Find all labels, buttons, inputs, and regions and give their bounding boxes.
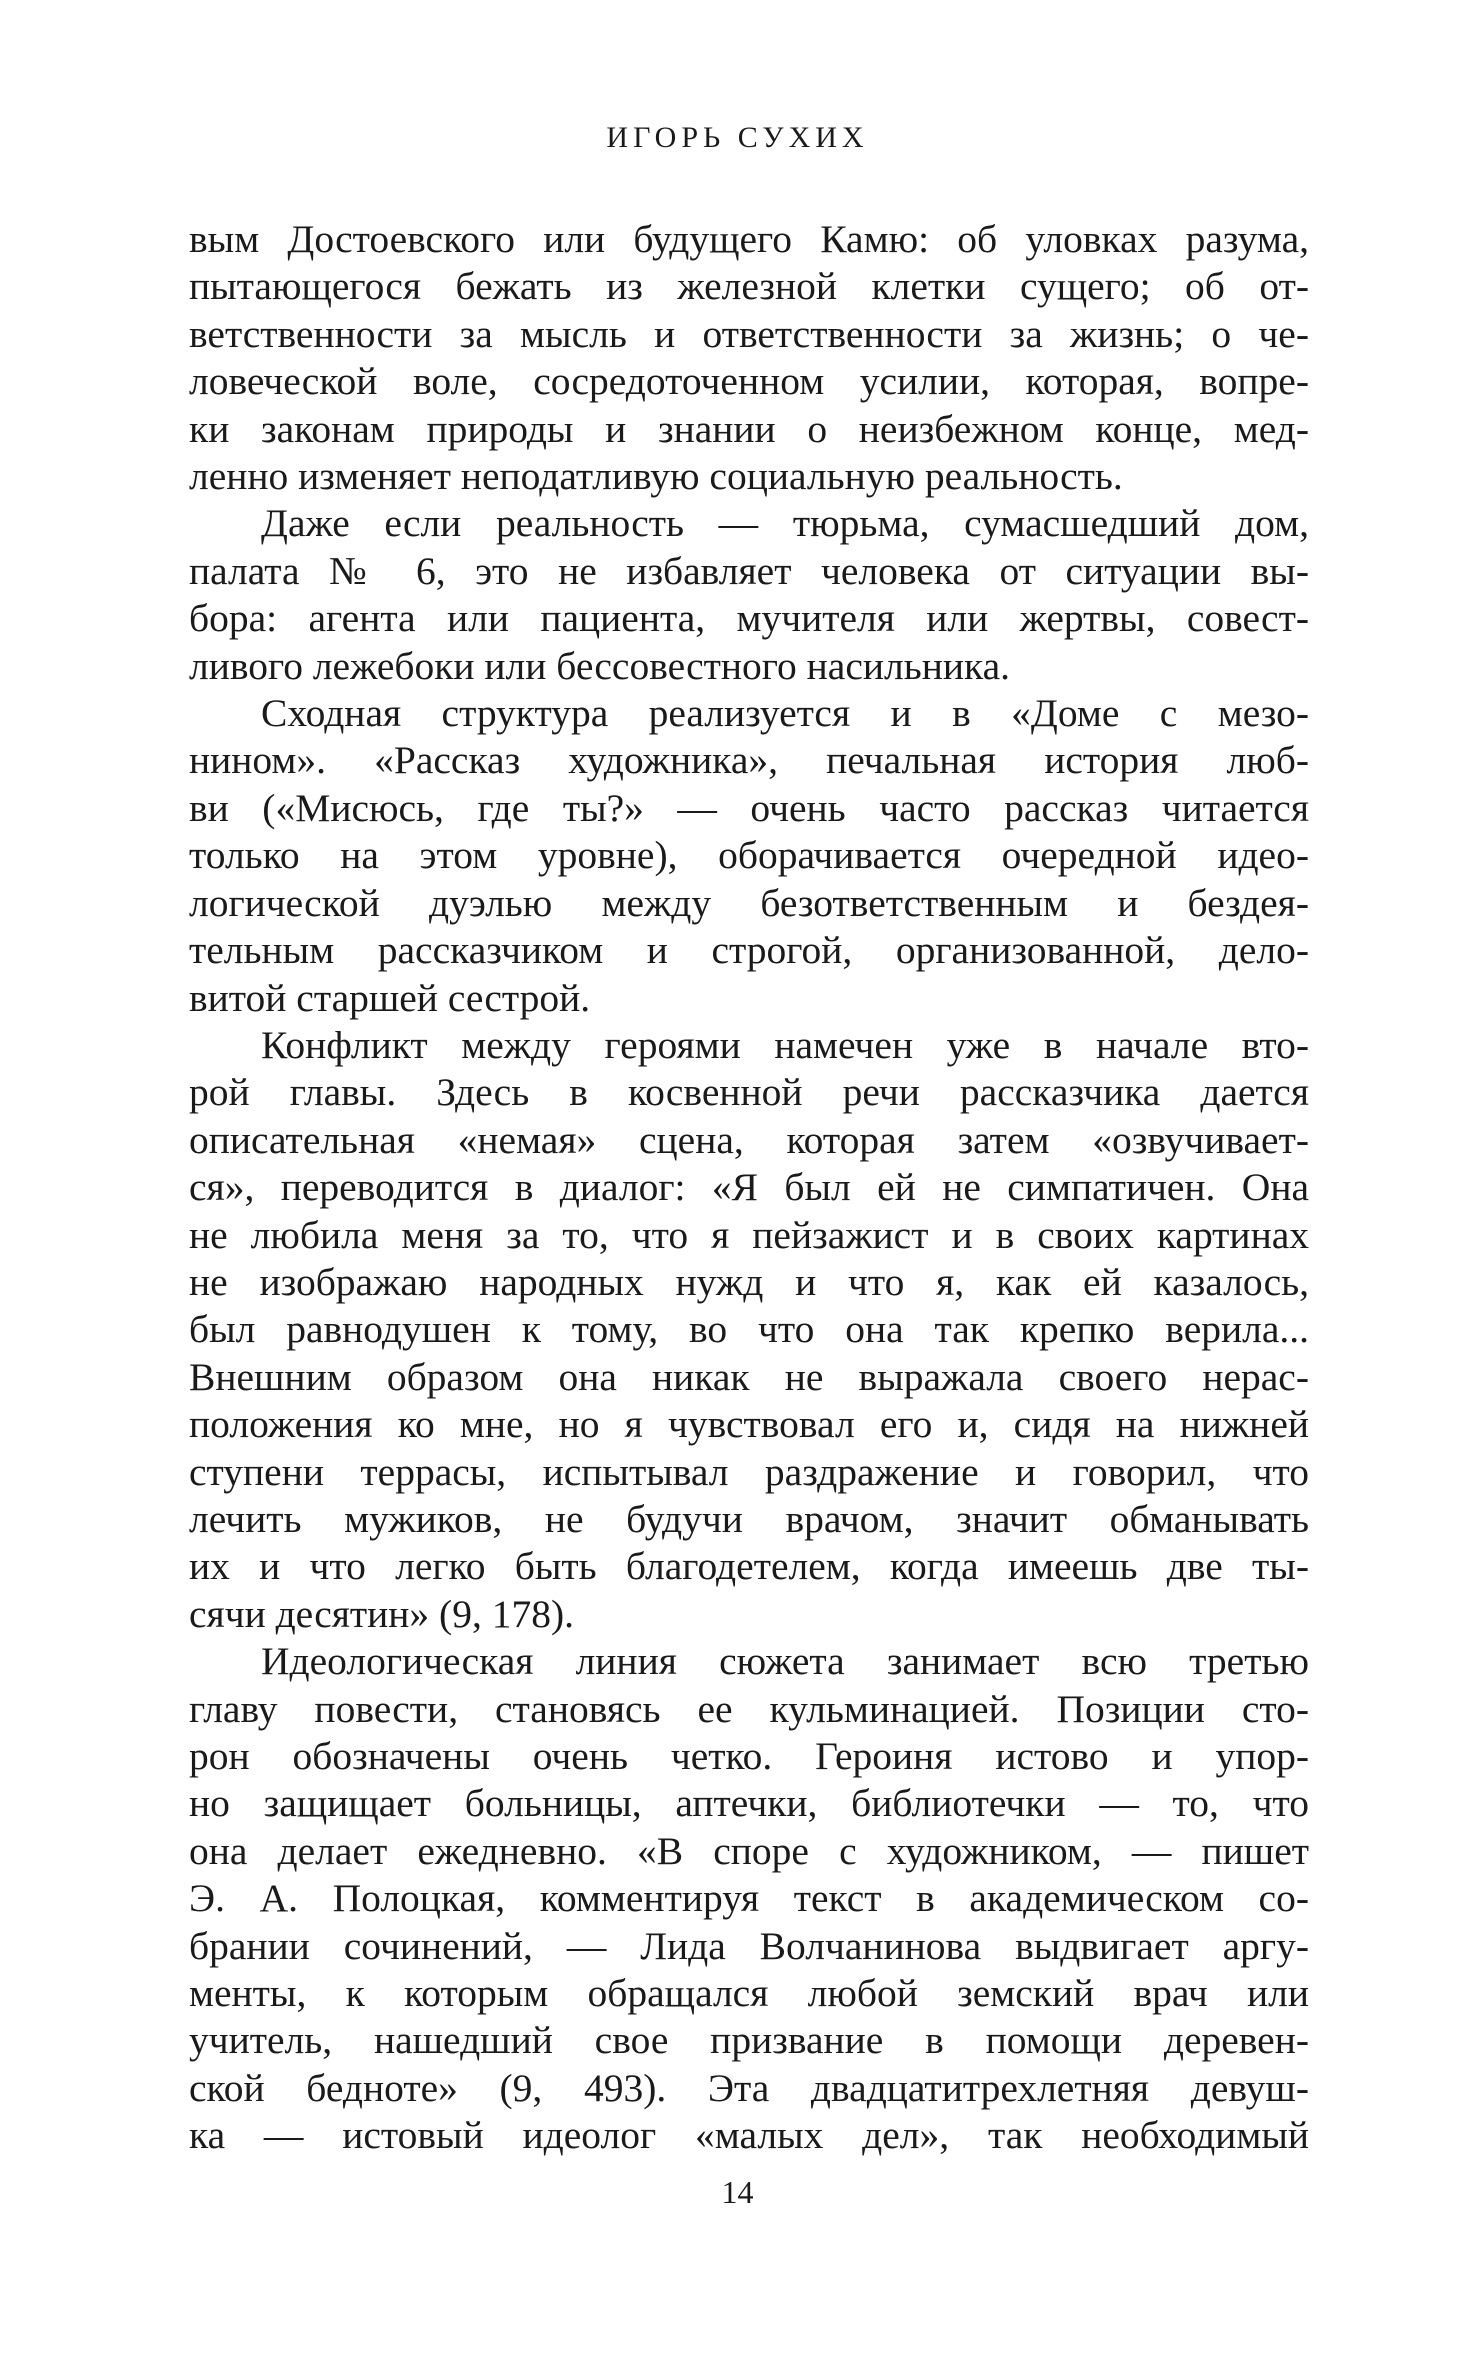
text-line: ка — истовый идеолог «малых дел», так необходимый (189, 2113, 1309, 2158)
text-line: ся», переводится в диалог: «Я был ей не симпатичен. Она (189, 1165, 1309, 1210)
paragraph (189, 500, 1309, 690)
text-line: Сходная структура реализуется и в «Доме с мезо- (261, 691, 1309, 736)
text-line: ветственности за мысль и ответственности за жизнь; о че- (189, 311, 1309, 356)
text-line: положения ко мне, но я чувствовал его и, сидя на нижней (189, 1402, 1309, 1447)
text-line: ливого лежебоки или бессовестного насильника. (189, 643, 1010, 688)
text-line: бора: агента или пациента, мучителя или жертвы, совест- (189, 596, 1309, 641)
text-line: тельным рассказчиком и строгой, организованной, дело- (189, 928, 1309, 973)
text-line: Конфликт между героями намечен уже в начале вто- (261, 1022, 1309, 1067)
text-line: но защищает больницы, аптечки, библиотечки — то, что (189, 1781, 1309, 1826)
text-line: их и что легко быть благодетелем, когда имеешь две ты- (189, 1544, 1309, 1589)
text-line: ки законам природы и знании о неизбежном конце, мед- (189, 406, 1309, 451)
text-line: ленно изменяет неподатливую социальную реальность. (189, 454, 1123, 499)
paragraph (189, 1638, 1309, 2159)
text-line: описательная «немая» сцена, которая затем «озвучивает- (189, 1117, 1309, 1162)
page-number: 14 (721, 2174, 754, 2210)
text-line: ступени террасы, испытывал раздражение и говорил, что (189, 1449, 1309, 1494)
text-line: Э. А. Полоцкая, комментируя текст в академическом со- (189, 1876, 1309, 1921)
text-line: палата № 6, это не избавляет человека от ситуации вы- (189, 548, 1309, 593)
paragraph (189, 690, 1309, 1022)
text-line: вым Достоевского или будущего Камю: об уловках разума, (189, 217, 1309, 261)
text-line: ловеческой воле, сосредоточенном усилии, которая, вопре- (189, 359, 1309, 404)
text-line: был равнодушен к тому, во что она так крепко верила... (189, 1307, 1309, 1352)
text-line: главу повести, становясь ее кульминацией. Позиции сто- (189, 1686, 1309, 1731)
running-title: ИГОРЬ СУХИХ (606, 121, 869, 154)
text-line: брании сочинений, — Лида Волчанинова выдвигает аргу- (189, 1923, 1309, 1968)
text-line: рон обозначены очень четко. Героиня истово и упор- (189, 1734, 1309, 1778)
text-line: логической дуэлью между безответственным и бездея- (189, 880, 1309, 925)
text-line: Идеологическая линия сюжета занимает всю третью (261, 1639, 1309, 1684)
text-line: ви («Мисюсь, где ты?» — очень часто рассказ читается (189, 785, 1309, 830)
paragraph (189, 1022, 1309, 1638)
text-line: Внешним образом она никак не выражала своего нерас- (189, 1354, 1309, 1399)
text-line: нином». «Рассказ художника», печальная история люб- (189, 738, 1309, 783)
text-line: Даже если реальность — тюрьма, сумасшедший дом, (261, 501, 1309, 546)
text-line: ской бедноте» (9, 493). Эта двадцатитрехлетняя девуш- (189, 2065, 1309, 2110)
body-text (189, 216, 1309, 2160)
text-line: витой старшей сестрой. (189, 975, 591, 1020)
text-line: рой главы. Здесь в косвенной речи рассказчика дается (189, 1070, 1309, 1115)
text-line: она делает ежедневно. «В споре с художником, — пишет (189, 1828, 1309, 1873)
text-line: сячи десятин» (9, 178). (189, 1591, 574, 1636)
text-line: учитель, нашедший свое призвание в помощи деревен- (189, 2018, 1309, 2063)
text-line: пытающегося бежать из железной клетки сущего; об от- (189, 264, 1309, 309)
text-line: только на этом уровне), оборачивается очередной идео- (189, 833, 1309, 878)
paragraph (189, 216, 1309, 500)
text-line: не изображаю народных нужд и что я, как ей казалось, (189, 1259, 1309, 1304)
text-line: менты, к которым обращался любой земский врач или (189, 1971, 1309, 2016)
text-line: не любила меня за то, что я пейзажист и в своих картинах (189, 1212, 1309, 1257)
text-line: лечить мужиков, не будучи врачом, значит обманывать (189, 1496, 1309, 1541)
